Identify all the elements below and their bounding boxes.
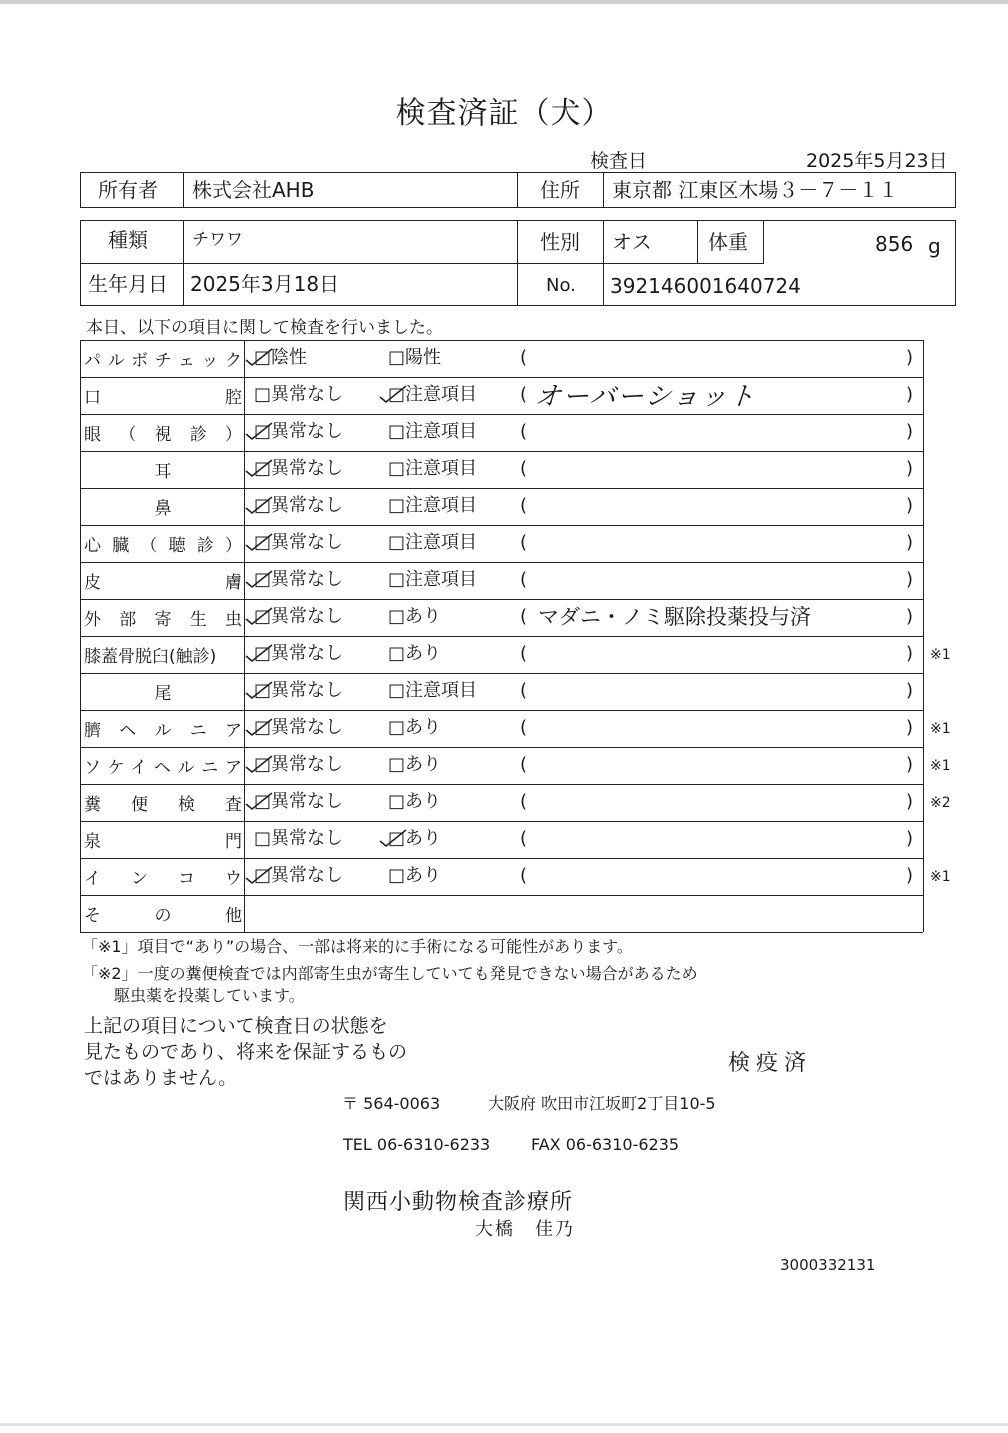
option-abnormal[interactable]: □あり <box>388 643 442 664</box>
row-label: 外部寄生虫 <box>84 609 244 630</box>
row-label: 眼（視診） <box>84 424 244 445</box>
row-label: 糞便検査 <box>84 794 244 815</box>
footnote-2: 「※2」一度の糞便検査では内部寄生虫が寄生していても発見できない場合があるため <box>82 964 698 983</box>
number-label: No. <box>546 275 576 296</box>
remark-paren-open: ( <box>520 606 528 627</box>
remark-paren-close: ) <box>906 791 914 812</box>
remark-paren-close: ) <box>906 754 914 775</box>
row-label: 心臓（聴診） <box>84 535 244 556</box>
disclaimer-line-2: 見たものであり、将来を保証するもの <box>84 1041 408 1063</box>
option-abnormal[interactable]: □注意項目 <box>388 569 478 590</box>
check-mark-icon <box>244 346 274 368</box>
remark-paren-open: ( <box>520 532 528 553</box>
option-abnormal[interactable]: □あり <box>388 865 442 886</box>
remark-paren-close: ) <box>906 384 914 405</box>
row-label: ソケイヘルニア <box>84 757 244 778</box>
remark-paren-close: ) <box>906 680 914 701</box>
remark-paren-close: ) <box>906 532 914 553</box>
row-note: ※1 <box>930 647 951 663</box>
remark-paren-open: ( <box>520 569 528 590</box>
row-label: 泉門 <box>84 831 244 852</box>
option-abnormal[interactable]: □あり <box>388 754 442 775</box>
row-note: ※1 <box>930 721 951 737</box>
option-normal[interactable]: □異常なし <box>254 421 344 442</box>
remark-paren-open: ( <box>520 421 528 442</box>
remark-paren-open: ( <box>520 680 528 701</box>
footnote-3: 駆虫薬を投薬しています。 <box>82 986 305 1005</box>
check-mark-icon <box>244 568 274 590</box>
weight-value: 856 <box>875 232 914 256</box>
row-label: 口腔 <box>84 387 244 408</box>
check-mark-icon <box>244 494 274 516</box>
check-mark-icon <box>244 605 274 627</box>
owner-value: 株式会社AHB <box>192 178 315 202</box>
postal-code: 〒 564-0063 <box>342 1094 441 1113</box>
number-value: 392146001640724 <box>610 274 801 298</box>
remark-paren-open: ( <box>520 717 528 738</box>
sex-label: 性別 <box>540 230 580 254</box>
row-note: ※1 <box>930 869 951 885</box>
breed-value: チワワ <box>192 230 243 250</box>
option-abnormal[interactable]: □あり <box>388 828 442 849</box>
row-label: パルボチェック <box>84 350 244 371</box>
row-note: ※2 <box>930 795 951 811</box>
option-abnormal[interactable]: □注意項目 <box>388 421 478 442</box>
remark-paren-close: ) <box>906 347 914 368</box>
disclaimer-line-3: ではありません。 <box>84 1067 238 1089</box>
birth-date-value: 2025年3月18日 <box>190 272 340 296</box>
scan-bottom-edge <box>0 1423 1008 1426</box>
remark-paren-open: ( <box>520 865 528 886</box>
row-label: インコウ <box>84 868 244 889</box>
remark-paren-close: ) <box>906 421 914 442</box>
option-normal[interactable]: □異常なし <box>254 606 344 627</box>
option-normal[interactable]: □異常なし <box>254 532 344 553</box>
remark-paren-open: ( <box>520 754 528 775</box>
row-label: その他 <box>84 905 244 926</box>
birth-date-label: 生年月日 <box>88 272 168 296</box>
remark-paren-close: ) <box>906 717 914 738</box>
option-abnormal[interactable]: □あり <box>388 791 442 812</box>
row-label: 尾 <box>154 683 174 704</box>
remark-paren-close: ) <box>906 569 914 590</box>
option-abnormal[interactable]: □注意項目 <box>388 532 478 553</box>
option-abnormal[interactable]: □あり <box>388 717 442 738</box>
handwritten-remark-oral: オーバーショット <box>533 382 758 412</box>
vet-name: 大橋 佳乃 <box>475 1219 575 1240</box>
remark-paren-close: ) <box>906 643 914 664</box>
remark-paren-close: ) <box>906 865 914 886</box>
remark-paren-close: ) <box>906 828 914 849</box>
option-normal[interactable]: □異常なし <box>254 791 344 812</box>
check-mark-icon <box>244 790 274 812</box>
remark-paren-open: ( <box>520 458 528 479</box>
check-mark-icon <box>378 383 408 405</box>
weight-unit: g <box>928 234 941 258</box>
owner-label: 所有者 <box>98 178 158 202</box>
quarantine-stamp: 検疫済 <box>728 1051 813 1076</box>
option-normal[interactable]: □異常なし <box>254 865 344 886</box>
footnote-1: 「※1」項目で“あり”の場合、一部は将来的に手術になる可能性があります。 <box>82 937 633 956</box>
row-remark: マダニ・ノミ駆除投薬投与済 <box>538 605 811 629</box>
remark-paren-open: ( <box>520 384 528 405</box>
option-abnormal[interactable]: □注意項目 <box>388 384 478 405</box>
row-label: 鼻 <box>154 498 174 519</box>
address-value: 東京都 江東区木場３－７－１１ <box>612 178 899 202</box>
address-label: 住所 <box>540 178 580 202</box>
scan-top-edge <box>0 0 1008 4</box>
check-mark-icon <box>244 457 274 479</box>
option-normal[interactable]: □異常なし <box>254 458 344 479</box>
option-abnormal[interactable]: □注意項目 <box>388 680 478 701</box>
option-normal[interactable]: □陰性 <box>254 347 308 368</box>
remark-paren-close: ) <box>906 458 914 479</box>
option-normal[interactable]: □異常なし <box>254 384 344 405</box>
option-abnormal[interactable]: □あり <box>388 606 442 627</box>
check-mark-icon <box>244 753 274 775</box>
check-mark-icon <box>244 679 274 701</box>
row-label: 皮膚 <box>84 572 244 593</box>
option-abnormal[interactable]: □陽性 <box>388 347 442 368</box>
check-mark-icon <box>244 531 274 553</box>
row-note: ※1 <box>930 758 951 774</box>
tel-number: TEL 06-6310-6233 <box>343 1135 491 1154</box>
option-normal[interactable]: □異常なし <box>254 680 344 701</box>
remark-paren-open: ( <box>520 643 528 664</box>
remark-paren-open: ( <box>520 828 528 849</box>
fax-number: FAX 06-6310-6235 <box>531 1135 680 1154</box>
remark-paren-close: ) <box>906 495 914 516</box>
disclaimer-line-1: 上記の項目について検査日の状態を <box>84 1015 388 1037</box>
weight-label: 体重 <box>708 230 748 254</box>
serial-number: 3000332131 <box>780 1256 876 1274</box>
row-label: 臍ヘルニア <box>84 720 244 741</box>
inspection-date-value: 2025年5月23日 <box>806 150 948 172</box>
option-normal[interactable]: □異常なし <box>254 828 344 849</box>
document-title: 検査済証（犬） <box>395 96 613 131</box>
option-normal[interactable]: □異常なし <box>254 754 344 775</box>
inspection-date-label: 検査日 <box>590 150 648 172</box>
remark-paren-open: ( <box>520 347 528 368</box>
option-normal[interactable]: □異常なし <box>254 495 344 516</box>
postal-address: 大阪府 吹田市江坂町2丁目10-5 <box>488 1094 716 1113</box>
check-mark-icon <box>244 420 274 442</box>
option-abnormal[interactable]: □注意項目 <box>388 458 478 479</box>
option-normal[interactable]: □異常なし <box>254 643 344 664</box>
option-normal[interactable]: □異常なし <box>254 569 344 590</box>
check-mark-icon <box>244 716 274 738</box>
option-normal[interactable]: □異常なし <box>254 717 344 738</box>
check-mark-icon <box>244 864 274 886</box>
check-mark-icon <box>378 827 408 849</box>
remark-paren-open: ( <box>520 791 528 812</box>
check-mark-icon <box>244 642 274 664</box>
row-label: 膝蓋骨脱臼(触診) <box>84 646 217 667</box>
remark-paren-open: ( <box>520 495 528 516</box>
option-abnormal[interactable]: □注意項目 <box>388 495 478 516</box>
intro-text: 本日、以下の項目に関して検査を行いました。 <box>86 318 443 338</box>
sex-value: オス <box>612 230 652 254</box>
row-label: 耳 <box>154 461 174 482</box>
clinic-name: 関西小動物検査診療所 <box>343 1190 574 1215</box>
remark-paren-close: ) <box>906 606 914 627</box>
breed-label: 種類 <box>108 228 148 252</box>
